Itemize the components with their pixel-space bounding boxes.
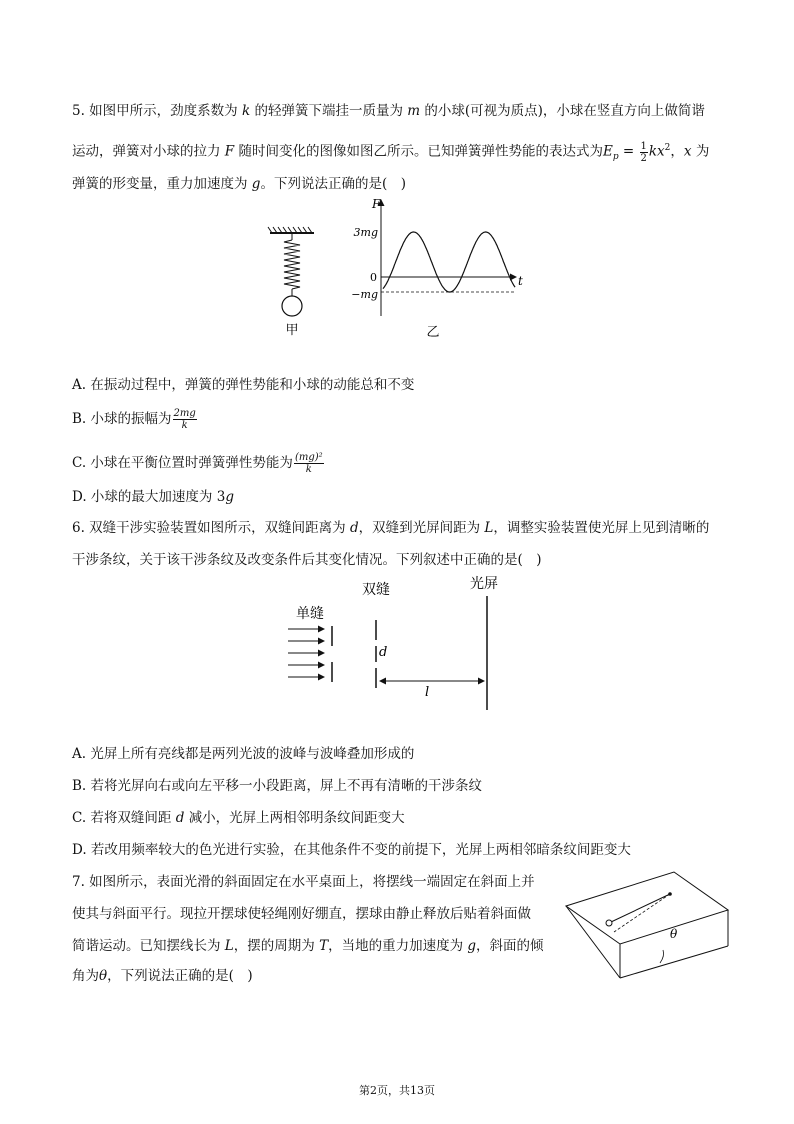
tick-neg-mg: −mg xyxy=(351,288,378,301)
q5-option-B: B. 小球的振幅为 $\frac{2mg}{k}$ xyxy=(72,408,196,431)
force-time-graph xyxy=(336,196,536,340)
page-footer: 第2页，共13页 xyxy=(359,1084,435,1097)
label-l: l xyxy=(425,685,430,700)
angle-theta-label: θ xyxy=(670,927,678,941)
label-screen: 光屏 xyxy=(470,576,498,592)
axis-F: F xyxy=(372,197,381,211)
q5-option-D: D. 小球的最大加速度为 3g xyxy=(72,489,234,505)
q7-line-3: 简谐运动。已知摆线长为 L，摆的周期为 T，当地的重力加速度为 g，斜面的倾 xyxy=(72,938,544,954)
q7-line-2: 使其与斜面平行。现拉开摆球使轻绳刚好绷直，摆球由静止释放后贴着斜面做 xyxy=(72,906,531,922)
q6-line-1: 6. 双缝干涉实验装置如图所示，双缝间距离为 d，双缝到光屏间距为 L，调整实验装置使光屏上见到清晰的 xyxy=(72,520,710,536)
tick-3mg: 3mg xyxy=(353,226,378,239)
q6-option-B: B. 若将光屏向右或向左平移一小段距离，屏上不再有清晰的干涉条纹 xyxy=(72,778,483,794)
q6-option-D: D. 若改用频率较大的色光进行实验，在其他条件不变的前提下，光屏上两相邻暗条纹间距变大 xyxy=(72,842,631,858)
q5-option-A: A. 在振动过程中，弹簧的弹性势能和小球的动能总和不变 xyxy=(72,377,415,393)
tick-0: 0 xyxy=(370,271,377,284)
axis-t: t xyxy=(518,274,523,288)
q7-line-4: 角为θ，下列说法正确的是( ) xyxy=(72,968,253,984)
q6-option-C: C. 若将双缝间距 d 减小，光屏上两相邻明条纹间距变大 xyxy=(72,810,405,826)
q6-option-A: A. 光屏上所有亮线都是两列光波的波峰与波峰叠加形成的 xyxy=(72,746,415,762)
q6-line-2: 干涉条纹，关于该干涉条纹及改变条件后其变化情况。下列叙述中正确的是( ) xyxy=(72,552,542,568)
q5-line-1: 5. 如图甲所示，劲度系数为 k 的轻弹簧下端挂一质量为 m 的小球(可视为质点)，小球在竖直方向上做简谐 xyxy=(72,103,705,119)
q7-line-1: 7. 如图所示，表面光滑的斜面固定在水平桌面上，将摆线一端固定在斜面上并 xyxy=(72,874,535,890)
double-slit-figure xyxy=(284,574,524,714)
q5-option-C: C. 小球在平衡位置时弹簧弹性势能为 $\frac{\text{(mg)²}}{k}$ xyxy=(72,452,323,475)
label-yi: 乙 xyxy=(426,325,440,340)
force-curve xyxy=(383,232,515,292)
label-double-slit: 双缝 xyxy=(362,582,390,598)
label-single-slit: 单缝 xyxy=(296,606,324,622)
q5-line-3: 弹簧的形变量，重力加速度为 g。下列说法正确的是( ) xyxy=(72,176,406,192)
spring-figure xyxy=(262,226,322,338)
label-jia: 甲 xyxy=(285,323,299,338)
incline-figure xyxy=(562,866,732,986)
label-d: d xyxy=(379,645,388,660)
q5-line-2: 运动，弹簧对小球的拉力 F 随时间变化的图像如图乙所示。已知弹簧弹性势能的表达式为$E_p$ = $\frac{1}{2}$ $kx^2$，x 为 xyxy=(72,140,710,164)
